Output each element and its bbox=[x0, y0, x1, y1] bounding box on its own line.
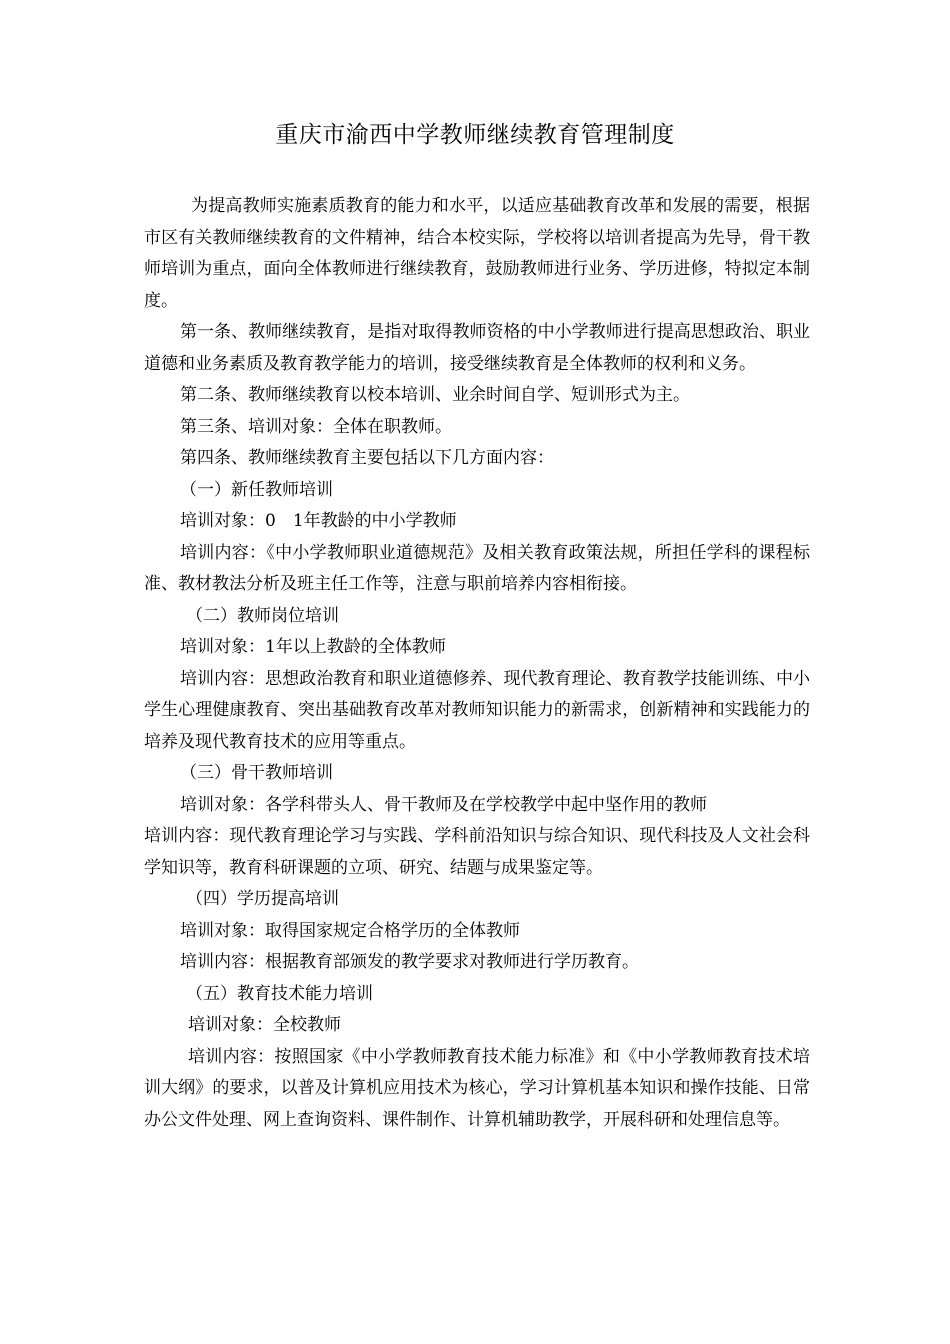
section-1-content: 培训内容：《中小学教师职业道德规范》及相关教育政策法规，所担任学科的课程标准、教材教法分析及班主任工作等，注意与职前培养内容相衔接。 bbox=[144, 542, 810, 594]
article-2-paragraph: 第二条、教师继续教育以校本培训、业余时间自学、短训形式为主。 bbox=[180, 385, 690, 405]
section-2-heading: （二）教师岗位培训 bbox=[186, 605, 339, 626]
section-3-target: 培训对象：各学科带头人、骨干教师及在学校教学中起中坚作用的教师 bbox=[180, 794, 707, 815]
section-5-heading: （五）教育技术能力培训 bbox=[186, 983, 373, 1004]
section-2-target: 培训对象：1年以上教龄的全体教师 bbox=[180, 637, 446, 657]
intro-paragraph: 为提高教师实施素质教育的能力和水平，以适应基础教育改革和发展的需要，根据市区有关教师继续教育的文件精神，结合本校实际，学校将以培训者提高为先导，骨干教师培训为重点，面向全体教师进行继续教育，鼓励教师进行业务、学历进修，特拟定本制度。 bbox=[144, 196, 810, 311]
section-3-heading: （三）骨干教师培训 bbox=[180, 763, 333, 783]
section-5-target: 培训对象：全校教师 bbox=[188, 1015, 341, 1035]
article-3-paragraph: 第三条、培训对象：全体在职教师。 bbox=[180, 416, 452, 437]
document-body bbox=[144, 191, 810, 1136]
article-4-paragraph: 第四条、教师继续教育主要包括以下几方面内容： bbox=[180, 448, 554, 468]
section-2-content: 培训内容：思想政治教育和职业道德修养、现代教育理论、教育教学技能训练、中小学生心理健康教育、突出基础教育改革对教师知识能力的新需求，创新精神和实践能力的培养及现代教育技术的应用等重点。 bbox=[144, 668, 810, 752]
section-4-target: 培训对象：取得国家规定合格学历的全体教师 bbox=[180, 920, 520, 941]
section-1-target: 培训对象：0 1年教龄的中小学教师 bbox=[180, 511, 457, 531]
section-3-content: 培训内容：现代教育理论学习与实践、学科前沿知识与综合知识、现代科技及人文社会科学知识等，教育科研课题的立项、研究、结题与成果鉴定等。 bbox=[144, 826, 810, 878]
article-1-paragraph: 第一条、教师继续教育，是指对取得教师资格的中小学教师进行提高思想政治、职业道德和业务素质及教育教学能力的培训，接受继续教育是全体教师的权利和义务。 bbox=[144, 322, 810, 374]
section-4-heading: （四）学历提高培训 bbox=[186, 889, 339, 909]
document-title: 重庆市渝西中学教师继续教育管理制度 bbox=[275, 122, 675, 148]
section-1-heading: （一）新任教师培训 bbox=[180, 479, 333, 500]
section-5-content: 培训内容：按照国家《中小学教师教育技术能力标准》和《中小学教师教育技术培训大纲》的要求，以普及计算机应用技术为核心，学习计算机基本知识和操作技能、日常办公文件处理、网上查询资料、课件制作、计算机辅助教学，开展科研和处理信息等。 bbox=[144, 1046, 810, 1130]
section-4-content: 培训内容：根据教育部颁发的教学要求对教师进行学历教育。 bbox=[180, 952, 639, 972]
